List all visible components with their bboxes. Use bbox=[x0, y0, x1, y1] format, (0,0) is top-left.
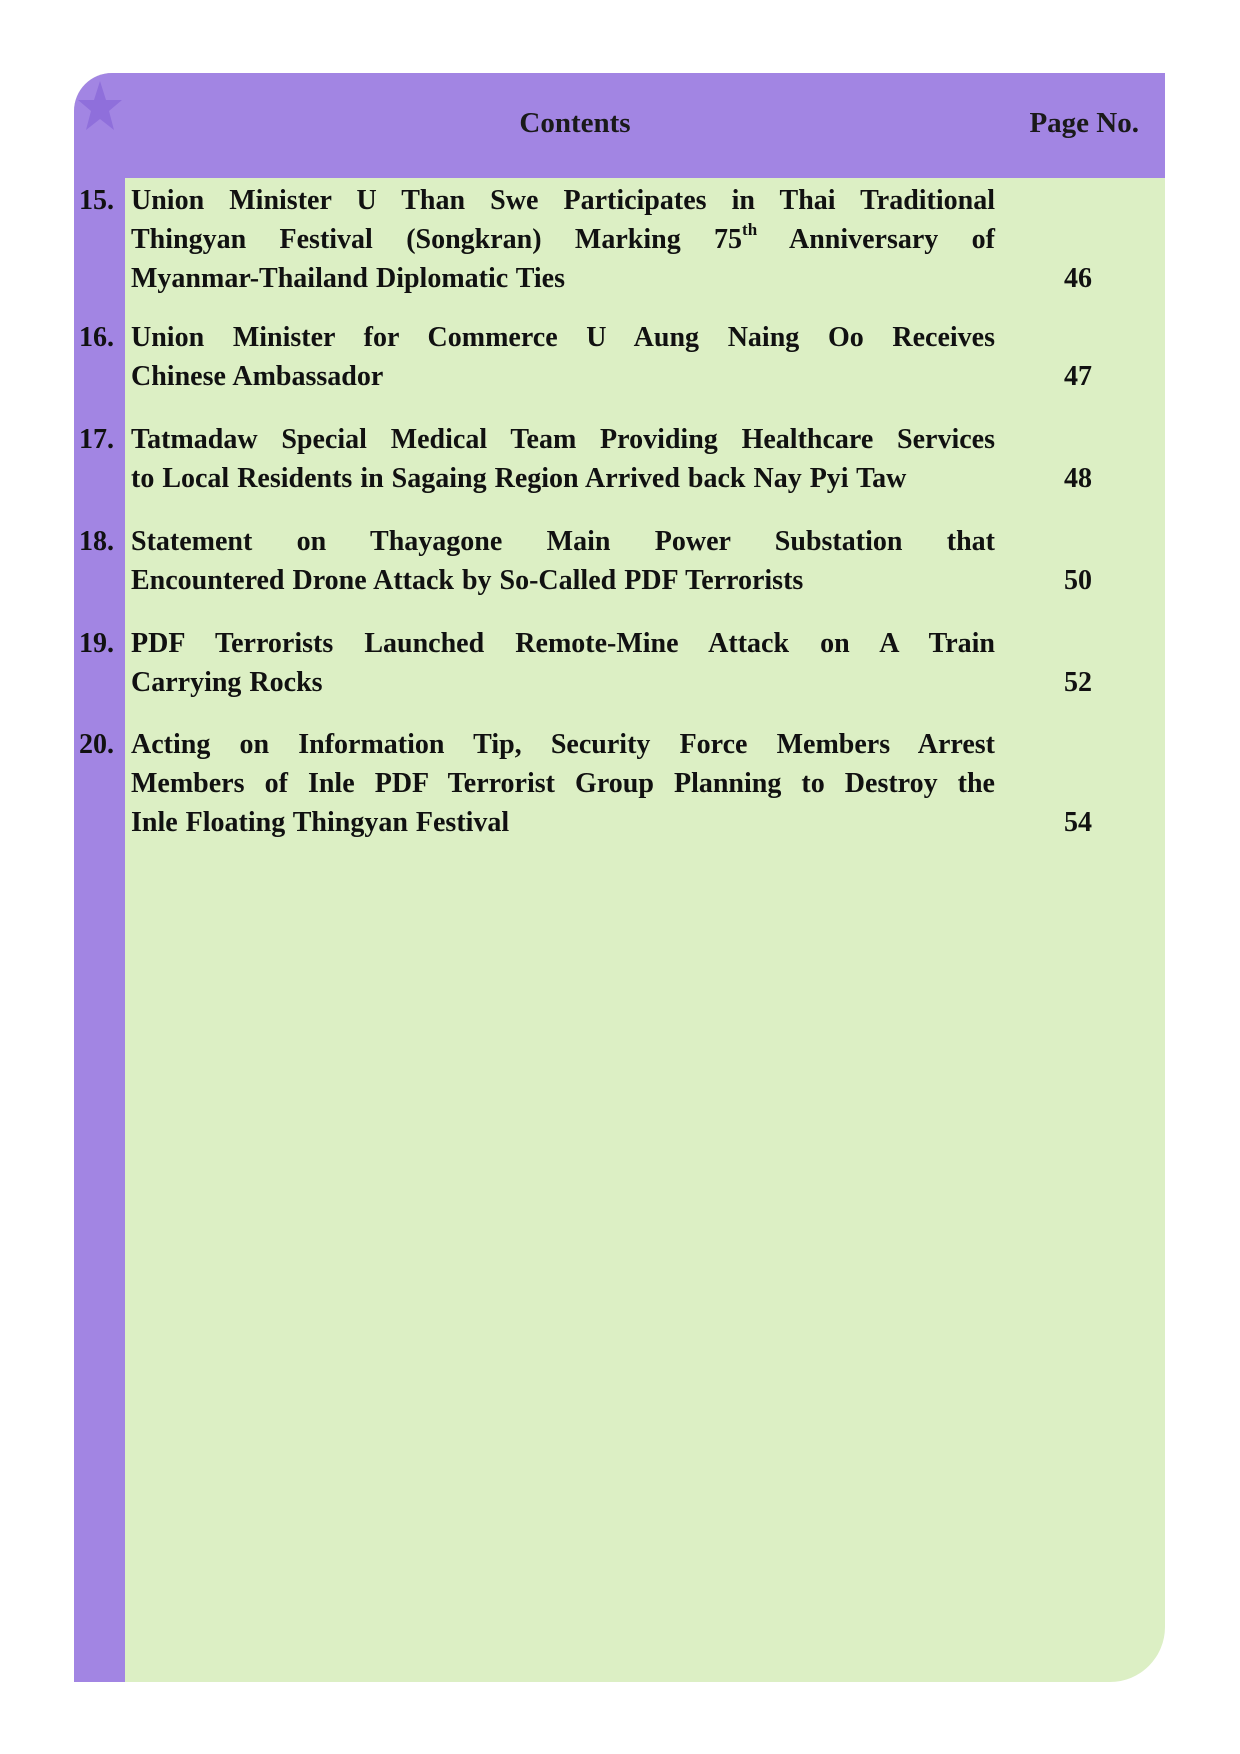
toc-item-number: 15. bbox=[79, 185, 114, 216]
toc-title-line: Encountered Drone Attack by So-Called PDF Terrorists bbox=[131, 565, 804, 596]
toc-item-page: 52 bbox=[1064, 667, 1092, 698]
toc-item-title[interactable] bbox=[131, 318, 995, 396]
toc-item-number: 16. bbox=[79, 322, 114, 353]
toc-title-line: Tatmadaw Special Medical Team Providing Healthcare Services bbox=[131, 424, 995, 455]
toc-item-18[interactable] bbox=[74, 522, 1165, 602]
toc-item-page: 48 bbox=[1064, 463, 1092, 494]
toc-item-15[interactable] bbox=[74, 181, 1165, 301]
toc-item-title[interactable] bbox=[131, 624, 995, 702]
header-title: Contents bbox=[519, 107, 631, 139]
toc-title-line: Acting on Information Tip, Security Force Members Arrest bbox=[131, 729, 995, 760]
toc-title-segment: Anniversary of bbox=[757, 224, 995, 255]
toc-title-line: PDF Terrorists Launched Remote-Mine Attack on A Train bbox=[131, 628, 995, 659]
toc-title-segment: Thingyan Festival (Songkran) Marking 75 bbox=[131, 224, 743, 255]
toc-title-line: Members of Inle PDF Terrorist Group Planning to Destroy the bbox=[131, 768, 995, 799]
toc-item-number: 19. bbox=[79, 628, 114, 659]
toc-item-page: 46 bbox=[1064, 263, 1092, 294]
star-icon bbox=[77, 79, 123, 135]
toc-item-16[interactable] bbox=[74, 318, 1165, 398]
toc-item-page: 54 bbox=[1064, 807, 1092, 838]
toc-title-line: Carrying Rocks bbox=[131, 667, 323, 698]
toc-title-line bbox=[131, 220, 995, 259]
toc-item-number: 18. bbox=[79, 526, 114, 557]
toc-title-line: Chinese Ambassador bbox=[131, 361, 384, 392]
contents-header bbox=[125, 73, 1165, 178]
sidebar-strip bbox=[74, 73, 125, 1682]
toc-title-line: Inle Floating Thingyan Festival bbox=[131, 807, 510, 838]
toc-item-number: 17. bbox=[79, 424, 114, 455]
toc-title-line: Union Minister U Than Swe Participates in Thai Traditional bbox=[131, 185, 995, 216]
toc-item-20[interactable] bbox=[74, 725, 1165, 845]
toc-title-line: to Local Residents in Sagaing Region Arrived back Nay Pyi Taw bbox=[131, 463, 907, 494]
ordinal-superscript: th bbox=[742, 220, 758, 239]
toc-item-title[interactable] bbox=[131, 420, 995, 498]
toc-title-line: Union Minister for Commerce U Aung Naing Oo Receives bbox=[131, 322, 995, 353]
header-page-label: Page No. bbox=[1029, 107, 1139, 139]
toc-title-line: Statement on Thayagone Main Power Substation that bbox=[131, 526, 995, 557]
toc-item-19[interactable] bbox=[74, 624, 1165, 704]
contents-panel bbox=[74, 73, 1165, 1682]
toc-item-number: 20. bbox=[79, 729, 114, 760]
toc-item-title[interactable] bbox=[131, 725, 995, 842]
toc-item-page: 50 bbox=[1064, 565, 1092, 596]
toc-item-title[interactable] bbox=[131, 522, 995, 600]
toc-item-page: 47 bbox=[1064, 361, 1092, 392]
toc-item-title[interactable] bbox=[131, 181, 995, 298]
toc-item-17[interactable] bbox=[74, 420, 1165, 500]
toc-title-line: Myanmar-Thailand Diplomatic Ties bbox=[131, 263, 565, 294]
